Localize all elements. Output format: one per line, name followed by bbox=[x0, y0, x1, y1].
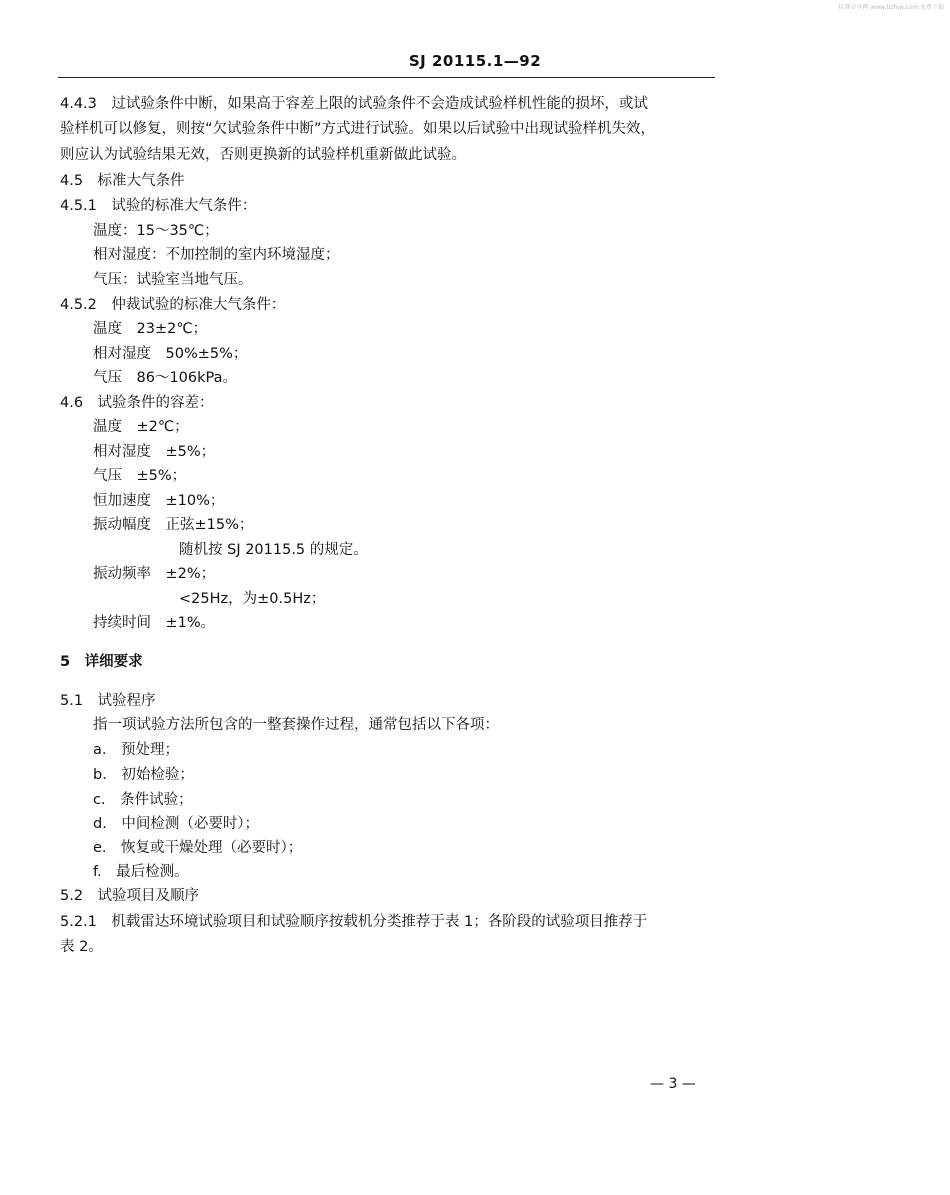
text-line: 温度：15～35℃； bbox=[93, 223, 219, 239]
text-line: 相对湿度 50%±5%； bbox=[93, 346, 248, 362]
text-line: 随机按 SJ 20115.5 的规定。 bbox=[179, 542, 368, 558]
section-heading: 4.6 试验条件的容差： bbox=[60, 395, 214, 411]
text-line: 气压 ±5%； bbox=[93, 468, 187, 484]
chapter-heading: 5 详细要求 bbox=[60, 654, 143, 670]
text-line: 恒加速度 ±10%； bbox=[93, 493, 225, 509]
list-item: c. 条件试验； bbox=[93, 792, 193, 808]
list-item: a. 预处理； bbox=[93, 742, 179, 758]
text-line: 温度 ±2℃； bbox=[93, 419, 189, 435]
page-number: — 3 — bbox=[650, 1076, 696, 1092]
list-item: d. 中间检测（必要时）； bbox=[93, 816, 260, 832]
text-line: <25Hz，为±0.5Hz； bbox=[179, 591, 326, 607]
text-line: 气压：试验室当地气压。 bbox=[93, 272, 253, 288]
list-item: e. 恢复或干燥处理（必要时）； bbox=[93, 840, 303, 856]
text-line: 持续时间 ±1%。 bbox=[93, 615, 216, 631]
text-line: 振动频率 ±2%； bbox=[93, 566, 216, 582]
text-line: 5.2.1 机载雷达环境试验项目和试验顺序按载机分类推荐于表 1；各阶段的试验项目推荐于 bbox=[60, 914, 648, 930]
text-line: 相对湿度：不加控制的室内环境湿度； bbox=[93, 247, 340, 263]
text-line: 振动幅度 正弦±15%； bbox=[93, 517, 254, 533]
text-line: 表 2。 bbox=[60, 939, 103, 955]
text-line: 温度 23±2℃； bbox=[93, 321, 208, 337]
text-line: 指一项试验方法所包含的一整套操作过程，通常包括以下各项： bbox=[93, 717, 499, 733]
text-line: 则应认为试验结果无效，否则更换新的试验样机重新做此试验。 bbox=[60, 147, 466, 163]
subsection-heading: 4.5.1 试验的标准大气条件： bbox=[60, 198, 257, 214]
header-rule bbox=[58, 77, 715, 78]
document-code-header: SJ 20115.1—92 bbox=[408, 52, 542, 70]
text-line: 气压 86～106kPa。 bbox=[93, 370, 238, 386]
text-line: 4.4.3 过试验条件中断，如果高于容差上限的试验条件不会造成试验样机性能的损坏，或试 bbox=[60, 96, 648, 112]
section-heading: 5.1 试验程序 bbox=[60, 693, 156, 709]
text-line: 验样机可以修复，则按“欠试验条件中断”方式进行试验。如果以后试验中出现试验样机失效， bbox=[60, 121, 656, 137]
text-line: 相对湿度 ±5%； bbox=[93, 444, 216, 460]
section-heading: 5.2 试验项目及顺序 bbox=[60, 888, 200, 904]
section-heading: 4.5 标准大气条件 bbox=[60, 173, 185, 189]
list-item: f. 最后检测。 bbox=[93, 864, 189, 880]
list-item: b. 初始检验； bbox=[93, 767, 194, 783]
subsection-heading: 4.5.2 仲裁试验的标准大气条件： bbox=[60, 297, 286, 313]
watermark-text: 标准分享网 www.bzfxw.com 免费下载 bbox=[838, 4, 944, 11]
